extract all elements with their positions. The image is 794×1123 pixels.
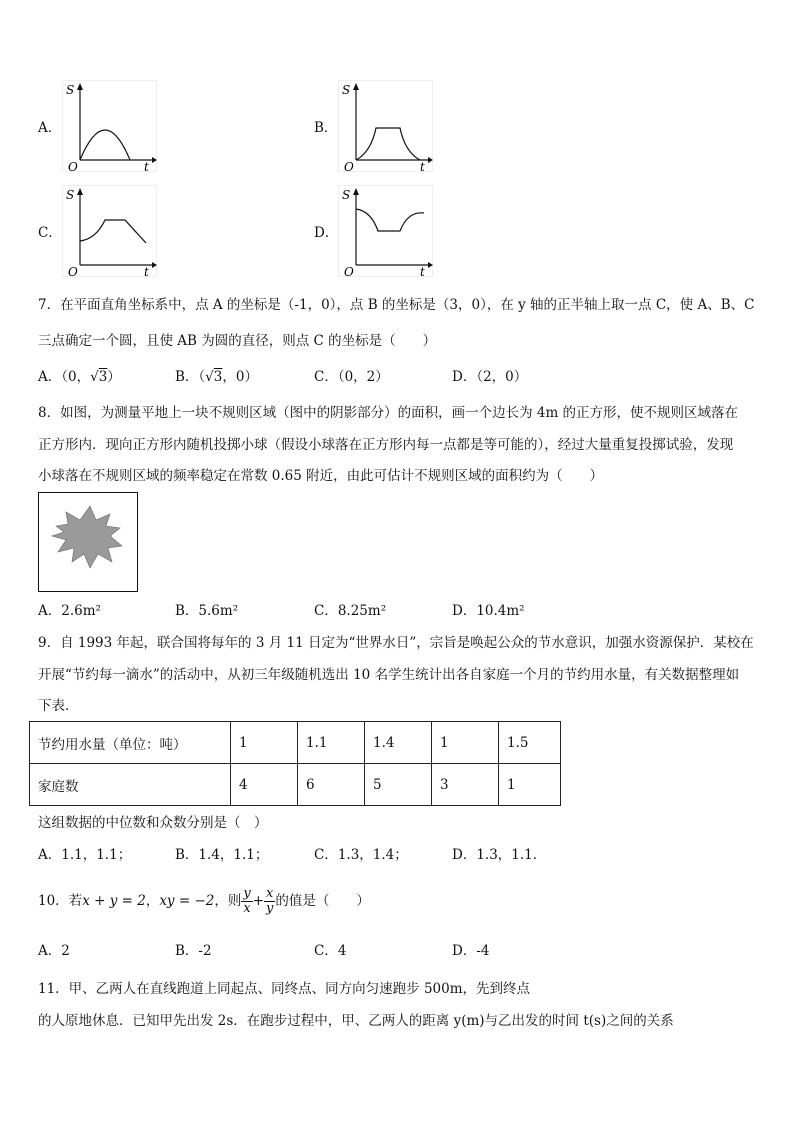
table-cell: 3 [432, 764, 499, 806]
y-axis-label: S [66, 83, 75, 97]
q7-option-c[interactable]: C．（0，2） [314, 369, 389, 385]
origin-label: O [344, 160, 354, 172]
y-axis-label: S [342, 83, 351, 97]
q10-equation-1: x + y = 2 [82, 893, 146, 909]
q11-text-line-2: 的人原地休息．已知甲先出发 2s．在跑步过程中，甲、乙两人的距离 y(m)与乙出发的时间 t(s)之间的关系 [38, 1013, 674, 1029]
q10-separator: ， [145, 893, 160, 909]
q8-option-b[interactable]: B．5.6m² [175, 603, 239, 619]
curve-d [356, 209, 424, 231]
table-header-cell: 家庭数 [30, 764, 231, 806]
q10-option-b[interactable]: B．-2 [175, 943, 212, 959]
table-cell: 1 [231, 722, 298, 764]
q9-data-table [29, 721, 561, 806]
q8-text-line-2: 正方形内．现向正方形内随机投掷小球（假设小球落在正方形内每一点都是等可能的），经过大量重复投掷试验，发现 [38, 437, 734, 453]
table-cell: 5 [365, 764, 432, 806]
table-cell: 1 [432, 722, 499, 764]
q7-option-a-prefix: A．（0， [38, 369, 91, 385]
table-cell: 6 [298, 764, 365, 806]
q9-option-c[interactable]: C．1.3，1.4； [314, 847, 408, 863]
q8-option-d[interactable]: D．10.4m² [452, 603, 525, 619]
curve-a [80, 130, 130, 160]
option-label-c: C． [38, 225, 62, 241]
table-cell: 1.4 [365, 722, 432, 764]
q7-option-a-suffix: ） [107, 369, 121, 385]
q10-prefix: 10．若 [38, 893, 83, 909]
q7-option-b[interactable] [175, 368, 258, 386]
q11-text-line-1: 11．甲、乙两人在直线跑道上同起点、同终点、同方向匀速跑步 500m，先到终点 [38, 981, 531, 997]
table-cell: 4 [231, 764, 298, 806]
q7-option-a[interactable] [38, 368, 121, 386]
q7-text-line-1: 7．在平面直角坐标系中，点 A 的坐标是（-1，0），点 B 的坐标是（3，0），在 y 轴的正半轴上取一点 C，使 A、B、C [38, 297, 755, 313]
graph-b [338, 80, 433, 172]
fraction-denominator: x [243, 901, 251, 916]
q8-option-a[interactable]: A．2.6m² [38, 603, 101, 619]
plus-sign: + [252, 893, 265, 909]
q9-option-a[interactable]: A．1.1，1.1； [38, 847, 132, 863]
fraction-numerator: x [266, 886, 274, 901]
q7-text-line-2: 三点确定一个圆，且使 AB 为圆的直径，则点 C 的坐标是（ ） [38, 333, 437, 349]
table-cell: 1 [499, 764, 561, 806]
fraction-y-over-x [241, 887, 252, 916]
fraction-denominator: y [266, 901, 274, 916]
q10-equation-2: xy = −2 [159, 893, 215, 909]
sqrt-symbol: √ [205, 369, 214, 385]
q10-option-a[interactable]: A．2 [38, 943, 70, 959]
origin-label: O [68, 265, 78, 277]
table-row [30, 764, 561, 806]
q7-option-b-suffix: ，0） [222, 369, 258, 385]
x-axis-label: t [420, 160, 425, 172]
q9-option-d[interactable]: D．1.3，1.1． [452, 847, 547, 863]
option-label-b: B． [314, 120, 338, 136]
fraction-numerator: y [243, 886, 251, 901]
q7-option-b-radicand: 3 [213, 369, 223, 385]
q9-text-line-3: 下表． [38, 698, 79, 714]
graph-d [338, 185, 433, 277]
table-cell: 1.5 [499, 722, 561, 764]
table-row [30, 722, 561, 764]
fraction-x-over-y [264, 887, 275, 916]
sqrt-symbol: √ [90, 369, 99, 385]
q8-square-figure [38, 492, 138, 592]
curve-c [80, 220, 146, 243]
q8-text-line-3: 小球落在不规则区域的频率稳定在常数 0.65 附近，由此可估计不规则区域的面积约为（ ） [38, 468, 604, 484]
q8-option-c[interactable]: C．8.25m² [314, 603, 387, 619]
table-header-cell: 节约用水量（单位：吨） [30, 722, 231, 764]
q10-suffix: 的值是（ ） [275, 893, 370, 909]
q10-text [38, 886, 370, 918]
q7-option-d[interactable]: D．（2，0） [452, 369, 528, 385]
option-label-a: A． [38, 120, 62, 136]
q10-option-d[interactable]: D．-4 [452, 943, 490, 959]
x-axis-label: t [420, 265, 425, 277]
graph-c [62, 185, 157, 277]
curve-b [356, 128, 420, 160]
x-axis-label: t [144, 160, 149, 172]
q9-option-b[interactable]: B．1.4，1.1； [175, 847, 269, 863]
q9-text-line-2: 开展“节约每一滴水”的活动中，从初三年级随机选出 10 名学生统计出各自家庭一个月的节约用水量，有关数据整理如 [38, 667, 740, 683]
option-label-d: D． [314, 225, 339, 241]
graph-a [62, 80, 157, 172]
q8-text-line-1: 8．如图，为测量平地上一块不规则区域（图中的阴影部分）的面积，画一个边长为 4m 的正方形，使不规则区域落在 [38, 405, 739, 421]
y-axis-label: S [342, 188, 351, 202]
q10-option-c[interactable]: C．4 [314, 943, 347, 959]
q7-option-b-prefix: B．（ [175, 369, 206, 385]
q9-text-line-1: 9．自 1993 年起，联合国将每年的 3 月 11 日定为“世界水日”，宗旨是唤起公众的节水意识，加强水资源保护．某校在 [38, 635, 754, 651]
q9-question: 这组数据的中位数和众数分别是（ ） [38, 815, 268, 831]
origin-label: O [344, 265, 354, 277]
q7-option-a-radicand: 3 [98, 369, 108, 385]
y-axis-label: S [66, 188, 75, 202]
origin-label: O [68, 160, 78, 172]
q10-mid: ，则 [214, 893, 242, 909]
x-axis-label: t [144, 265, 149, 277]
table-cell: 1.1 [298, 722, 365, 764]
